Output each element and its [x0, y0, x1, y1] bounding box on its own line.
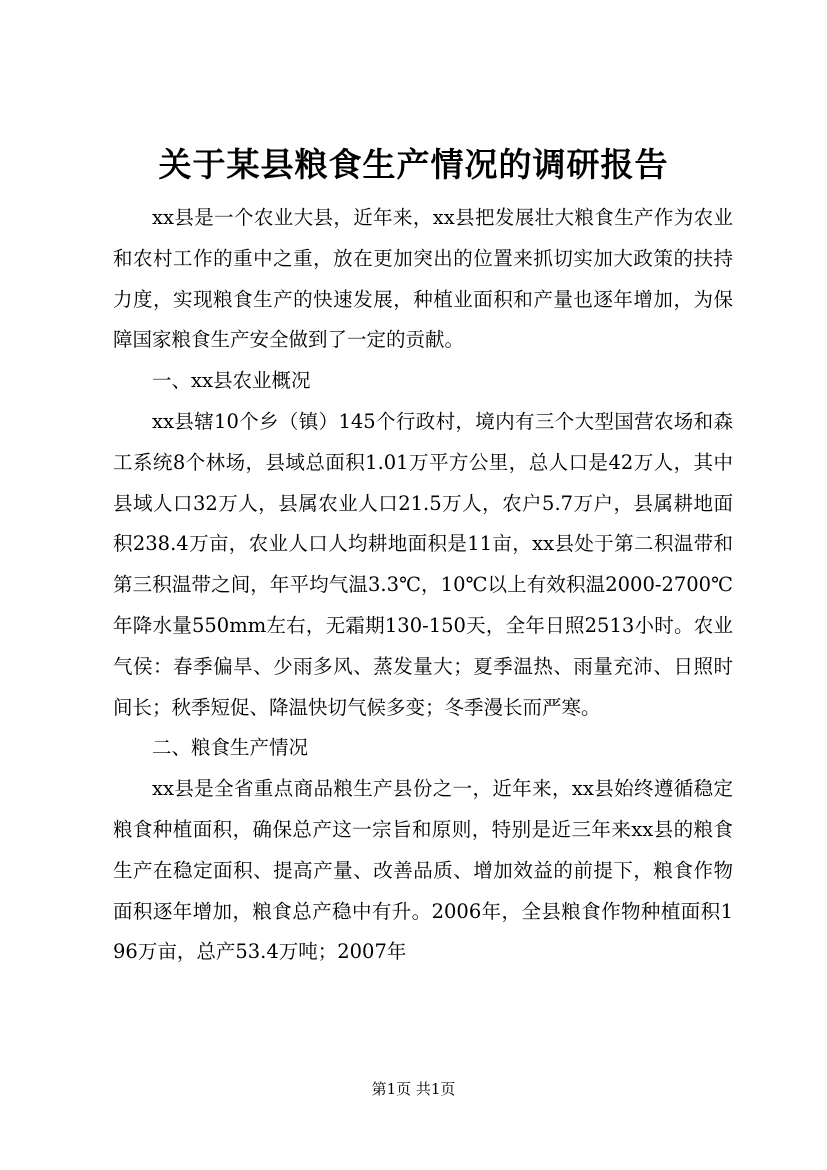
section-2-heading: 二、粮食生产情况: [152, 736, 309, 760]
document-title: 关于某县粮食生产情况的调研报告: [158, 145, 669, 184]
document-body: [113, 198, 733, 973]
section-1-paragraph: xx县辖10个乡（镇）145个行政村，境内有三个大型国营农场和森工系统8个林场，县域总面积1.01万平方公里，总人口是42万人，其中县域人口32万人，县属农业人口21.5万人，农户5.7万户，县属耕地面积238.4万亩，农业人口人均耕地面积是11亩，xx县处于第二积温带和第三积温带之间，年平均气温3.3℃，10℃以上有效积温2000-2700℃年降水量550mm左右，无霜期130-150天，全年日照2513小时。农业气侯：春季偏旱、少雨多风、蒸发量大；夏季温热、雨量充沛、日照时间长；秋季短促、降温快切气候多变；冬季漫长而严寒。: [113, 409, 733, 719]
page-footer: 第1页 共1页: [371, 1080, 456, 1098]
section-1-heading: 一、xx县农业概况: [152, 369, 311, 393]
section-2-paragraph: xx县是全省重点商品粮生产县份之一，近年来，xx县始终遵循稳定粮食种植面积，确保总产这一宗旨和原则，特别是近三年来xx县的粮食生产在稳定面积、提高产量、改善品质、增加效益的前提下，粮食作物面积逐年增加，粮食总产稳中有升。2006年，全县粮食作物种植面积196万亩，总产53.4万吨；2007年: [113, 777, 733, 964]
intro-paragraph: xx县是一个农业大县，近年来，xx县把发展壮大粮食生产作为农业和农村工作的重中之重，放在更加突出的位置来抓切实加大政策的扶持力度，实现粮食生产的快速发展，种植业面积和产量也逐年增加，为保障国家粮食生产安全做到了一定的贡献。: [113, 206, 733, 352]
